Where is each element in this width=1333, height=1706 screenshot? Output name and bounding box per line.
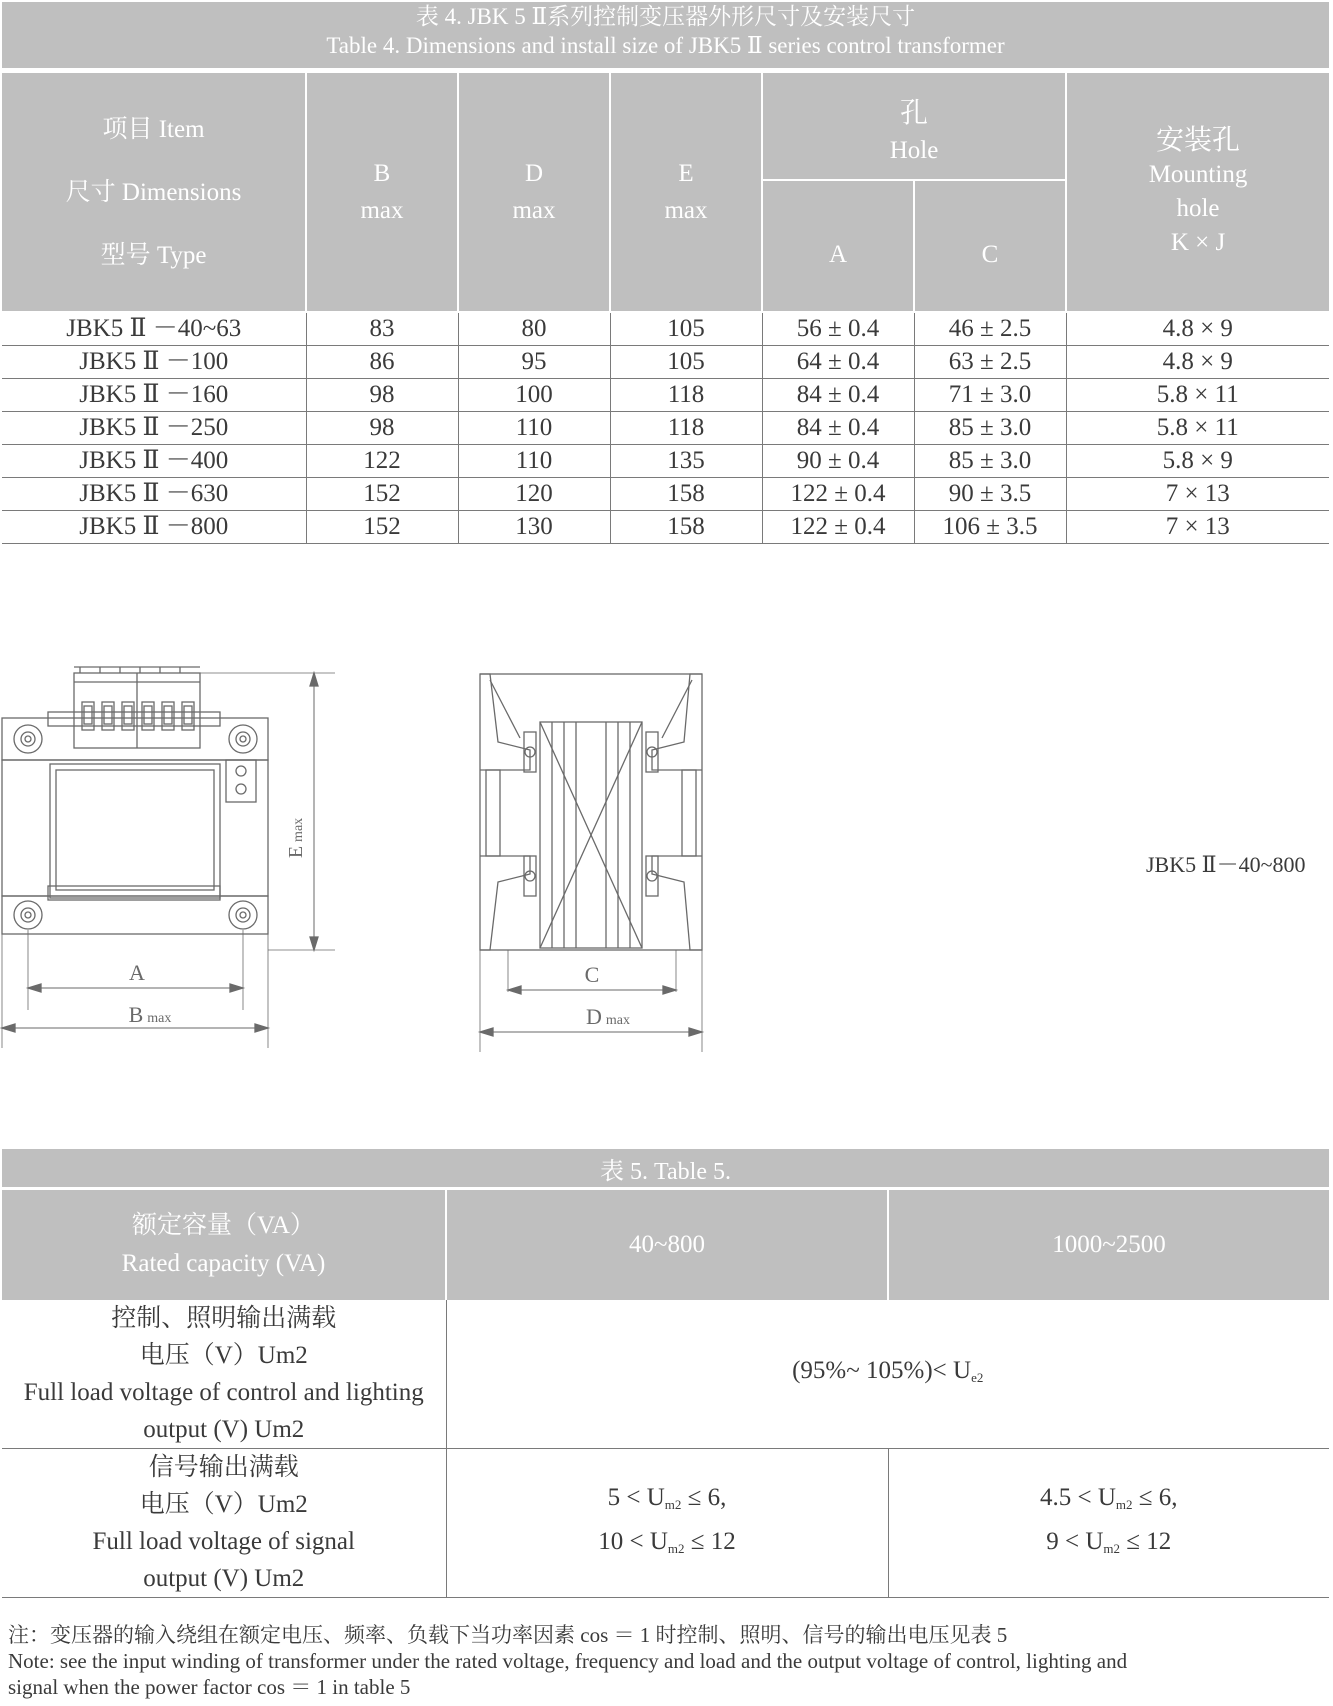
cell-type: JBK5 Ⅱ －400 (2, 445, 306, 478)
cell-e: 118 (610, 412, 762, 445)
label-e-max: Emax (285, 817, 307, 859)
cell-c: 85 ± 3.0 (914, 445, 1066, 478)
formula-part: 9 < U (1046, 1528, 1104, 1555)
header-type: 型号 Type (100, 241, 207, 269)
header-e-max: max (664, 197, 708, 224)
value-sub: e2 (971, 1370, 984, 1385)
formula-sub: m2 (667, 1541, 685, 1556)
table4-caption-cn: 表 4. JBK 5 Ⅱ系列控制变压器外形尺寸及安装尺寸 (415, 4, 916, 29)
formula-part: ≤ 12 (1120, 1528, 1172, 1555)
model-label: JBK5 Ⅱ－40~800 (1146, 852, 1306, 877)
cell-c: 63 ± 2.5 (914, 346, 1066, 379)
header-b (306, 72, 458, 312)
cell-c: 46 ± 2.5 (914, 312, 1066, 346)
cell-c: 90 ± 3.5 (914, 478, 1066, 511)
note-cn: 注：变压器的输入绕组在额定电压、频率、负载下当功率因素 cos ＝ 1 时控制、照明、信号的输出电压见表 5 (8, 1623, 1008, 1647)
header-d-label: D (524, 160, 544, 187)
cell-kj: 5.8 × 11 (1066, 412, 1329, 445)
table-row (2, 478, 1329, 511)
note-en-2: signal when the power factor cos ＝ 1 in table 5 (8, 1675, 411, 1699)
cell-d: 130 (458, 511, 610, 544)
header-mount-en1: Mounting (1148, 161, 1248, 188)
cell-b: 83 (306, 312, 458, 346)
header-mounting-hole (1066, 72, 1329, 312)
cell-kj: 5.8 × 11 (1066, 379, 1329, 412)
cell-e: 135 (610, 445, 762, 478)
header-hole-en: Hole (889, 137, 939, 164)
row1-line: Full load voltage of control and lighting (23, 1379, 424, 1406)
cell-b: 86 (306, 346, 458, 379)
cell-a: 56 ± 0.4 (762, 312, 914, 346)
row1-line: 电压（V）Um2 (139, 1342, 308, 1369)
cell-kj: 4.8 × 9 (1066, 312, 1329, 346)
cell-e: 158 (610, 478, 762, 511)
header-item-cell (2, 72, 306, 312)
table-row (2, 346, 1329, 379)
value-main: (95%~ 105%)< U (792, 1357, 972, 1384)
cell-e: 118 (610, 379, 762, 412)
header-d (458, 72, 610, 312)
cell-type: JBK5 Ⅱ －160 (2, 379, 306, 412)
cell-signal-range-2 (888, 1449, 1329, 1598)
row2-line: output (V) Um2 (143, 1565, 305, 1592)
table4-caption-en: Table 4. Dimensions and install size of JBK5 Ⅱ series control transformer (326, 33, 1005, 58)
table5-caption: 表 5. Table 5. (2, 1149, 1329, 1189)
header-d-max: max (512, 197, 556, 224)
table4-caption (2, 2, 1329, 71)
header-item: 项目 Item (102, 115, 205, 143)
label-a: A (129, 960, 145, 985)
formula-part: 10 < U (598, 1528, 668, 1555)
label-c: C (584, 962, 600, 987)
header-mount-cn: 安装孔 (1156, 125, 1241, 156)
row-label-control-lighting (2, 1300, 446, 1449)
cell-e: 158 (610, 511, 762, 544)
row1-line: 控制、照明输出满载 (111, 1305, 337, 1332)
row1-line: output (V) Um2 (143, 1416, 305, 1443)
header-e-label: E (678, 160, 694, 187)
cell-kj: 5.8 × 9 (1066, 445, 1329, 478)
table-row (2, 1300, 1329, 1449)
header-dimensions: 尺寸 Dimensions (65, 178, 242, 206)
header-range-2: 1000~2500 (888, 1189, 1329, 1301)
rated-en: Rated capacity (VA) (121, 1250, 326, 1277)
formula-sub: m2 (1115, 1497, 1133, 1512)
note-en-1: Note: see the input winding of transformer under the rated voltage, frequency and load and the output voltage of control, lighting and (8, 1649, 1128, 1673)
header-b-label: B (373, 160, 391, 187)
cell-d: 110 (458, 412, 610, 445)
cell-kj: 7 × 13 (1066, 511, 1329, 544)
header-a: A (762, 180, 914, 312)
cell-c: 106 ± 3.5 (914, 511, 1066, 544)
row2-line: Full load voltage of signal (92, 1528, 355, 1555)
header-hole (762, 72, 1066, 180)
rated-cn: 额定容量（VA） (132, 1212, 315, 1239)
header-hole-cn: 孔 (900, 98, 929, 129)
cell-a: 84 ± 0.4 (762, 379, 914, 412)
formula-sub: m2 (664, 1497, 682, 1512)
header-rated-capacity (2, 1189, 446, 1301)
cell-type: JBK5 Ⅱ －250 (2, 412, 306, 445)
table-row (2, 1449, 1329, 1598)
header-c: C (914, 180, 1066, 312)
row2-line: 信号输出满载 (148, 1454, 299, 1481)
cell-b: 122 (306, 445, 458, 478)
cell-a: 122 ± 0.4 (762, 511, 914, 544)
footnote (8, 1622, 1328, 1700)
cell-type: JBK5 Ⅱ －630 (2, 478, 306, 511)
header-mount-en2: hole (1176, 195, 1220, 222)
cell-type: JBK5 Ⅱ －800 (2, 511, 306, 544)
header-e (610, 72, 762, 312)
side-view-drawing (480, 674, 702, 1052)
header-range-1: 40~800 (446, 1189, 888, 1301)
cell-e: 105 (610, 346, 762, 379)
label-b-max: Bmax (128, 1002, 172, 1027)
cell-b: 98 (306, 379, 458, 412)
cell-b: 98 (306, 412, 458, 445)
cell-d: 80 (458, 312, 610, 346)
cell-kj: 4.8 × 9 (1066, 346, 1329, 379)
cell-a: 84 ± 0.4 (762, 412, 914, 445)
formula-part: 5 < U (607, 1484, 665, 1511)
cell-type: JBK5 Ⅱ －100 (2, 346, 306, 379)
cell-type: JBK5 Ⅱ －40~63 (2, 312, 306, 346)
table-row (2, 379, 1329, 412)
cell-d: 110 (458, 445, 610, 478)
formula-part: ≤ 12 (684, 1528, 736, 1555)
table-row (2, 445, 1329, 478)
cell-signal-range-1 (446, 1449, 888, 1598)
formula-part: 4.5 < U (1039, 1484, 1116, 1511)
cell-a: 122 ± 0.4 (762, 478, 914, 511)
header-b-max: max (360, 197, 404, 224)
formula-sub: m2 (1103, 1541, 1121, 1556)
cell-d: 120 (458, 478, 610, 511)
cell-kj: 7 × 13 (1066, 478, 1329, 511)
cell-a: 64 ± 0.4 (762, 346, 914, 379)
cell-b: 152 (306, 478, 458, 511)
table-row (2, 312, 1329, 346)
cell-d: 100 (458, 379, 610, 412)
dimensions-table (2, 2, 1329, 544)
formula-part: ≤ 6, (1132, 1484, 1178, 1511)
cell-e: 105 (610, 312, 762, 346)
table-row (2, 412, 1329, 445)
cell-d: 95 (458, 346, 610, 379)
cell-c: 85 ± 3.0 (914, 412, 1066, 445)
output-voltage-table (2, 1149, 1329, 1598)
header-mount-kj: K × J (1170, 229, 1226, 256)
cell-control-lighting-value (446, 1300, 1329, 1449)
transformer-drawings (0, 660, 720, 1060)
label-d-max: Dmax (586, 1004, 630, 1029)
table-row (2, 511, 1329, 544)
row2-line: 电压（V）Um2 (139, 1491, 308, 1518)
cell-b: 152 (306, 511, 458, 544)
cell-c: 71 ± 3.0 (914, 379, 1066, 412)
row-label-signal (2, 1449, 446, 1598)
formula-part: ≤ 6, (681, 1484, 727, 1511)
cell-a: 90 ± 0.4 (762, 445, 914, 478)
